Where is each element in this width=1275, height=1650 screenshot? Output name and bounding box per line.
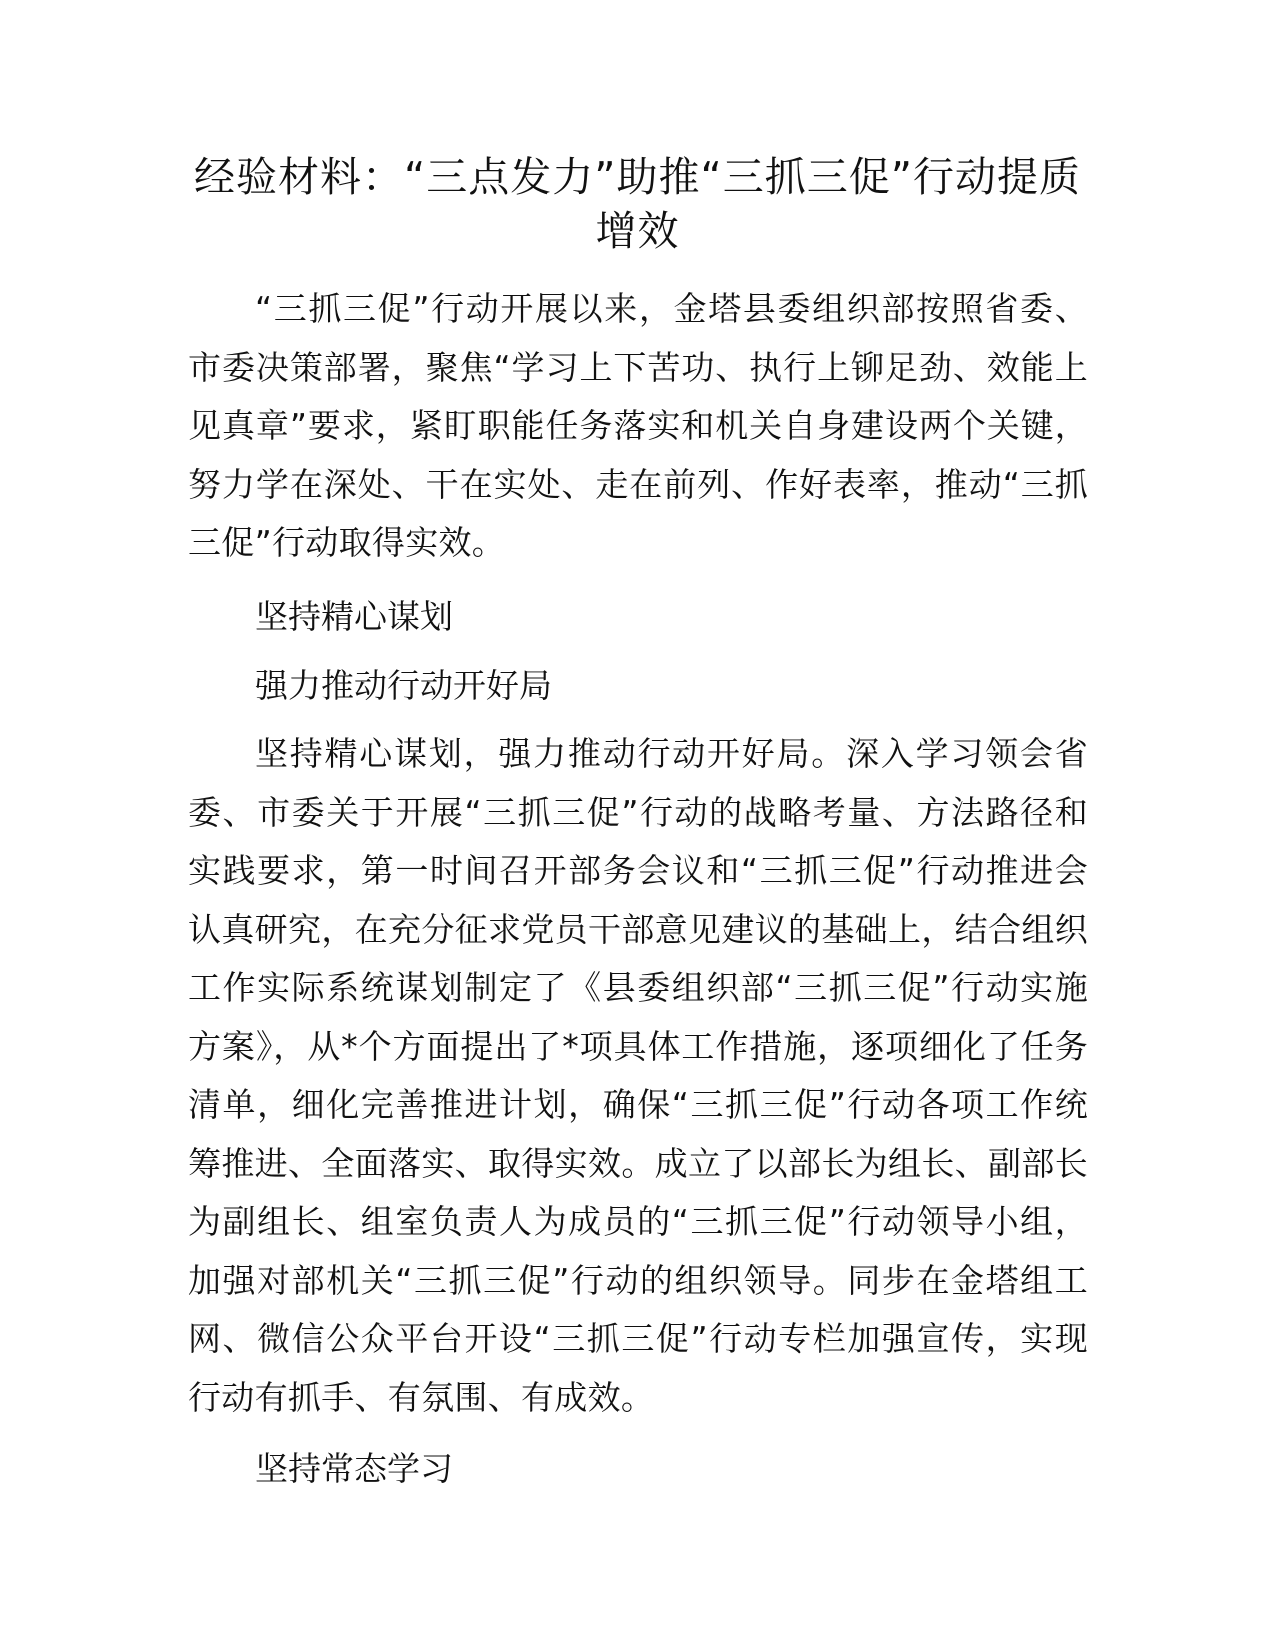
section-heading-2: 坚持常态学习: [255, 1449, 453, 1488]
section-subheading: 强力推动行动开好局: [255, 666, 552, 705]
document-title: 经验材料：“三点发力”助推“三抓三促”行动提质增效: [194, 153, 1081, 255]
section-paragraph: 坚持精心谋划，强力推动行动开好局。深入学习领会省委、市委关于开展“三抓三促”行动的战略考量、方法路径和实践要求，第一时间召开部务会议和“三抓三促”行动推进会认真研究，在充分征求党员干部意见建议的基础上，结合组织工作实际系统谋划制定了《县委组织部“三抓三促”行动实施方案》，从*个方面提出了*项具体工作措施，逐项细化了任务清单，细化完善推进计划，确保“三抓三促”行动各项工作统筹推进、全面落实、取得实效。成立了以部长为组长、副部长为副组长、组室负责人为成员的“三抓三促”行动领导小组，加强对部机关“三抓三促”行动的组织领导。同步在金塔组工网、微信公众平台开设“三抓三促”行动专栏加强宣传，实现行动有抓手、有氛围、有成效。: [188, 734, 1088, 1417]
section-heading: 坚持精心谋划: [255, 597, 453, 636]
intro-paragraph: “三抓三促”行动开展以来，金塔县委组织部按照省委、市委决策部署，聚焦“学习上下苦功、执行上铆足劲、效能上见真章”要求，紧盯职能任务落实和机关自身建设两个关键，努力学在深处、干在实处、走在前列、作好表率，推动“三抓三促”行动取得实效。: [188, 289, 1088, 562]
